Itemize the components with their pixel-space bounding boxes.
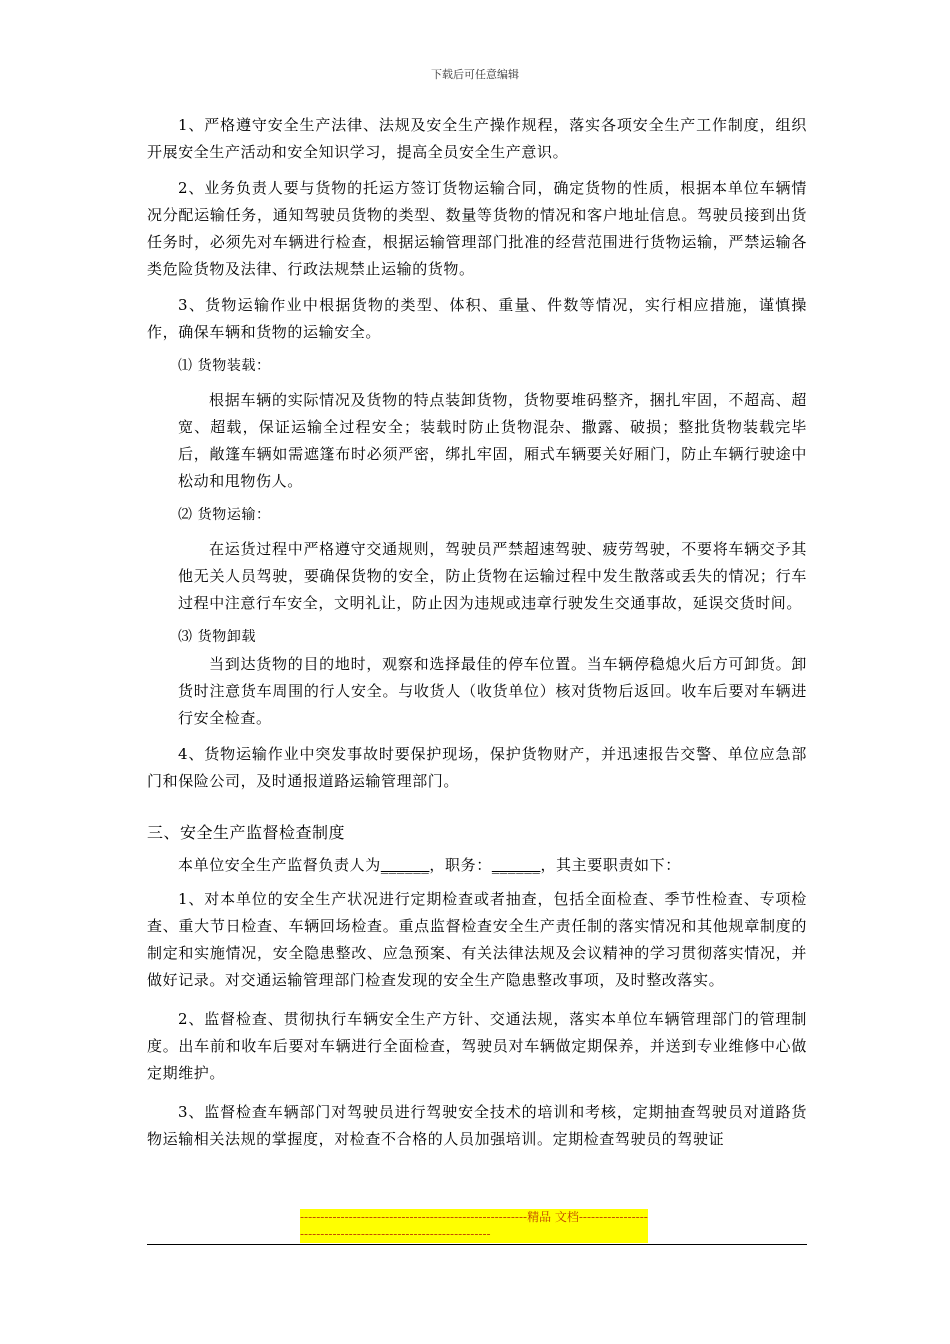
section-3-paragraph-1: 1、对本单位的安全生产状况进行定期检查或者抽查，包括全面检查、季节性检查、专项检查、重大节日检查、车辆回场检查。重点监督检查安全生产责任制的落实情况和其他规章制度的制定和实施情况，安全隐患整改、应急预案、有关法律法规及会议精神的学习贯彻落实情况，并做好记录。对交通运输管理部门检查发现的安全生产隐患整改事项，及时整改落实。 <box>147 890 807 989</box>
paragraph-4: 4、货物运输作业中突发事故时要保护现场，保护货物财产，并迅速报告交警、单位应急部门和保险公司，及时通报道路运输管理部门。 <box>147 745 807 790</box>
page-header: 下载后可任意编辑 <box>431 68 519 81</box>
intro-text-b: ，职务： <box>429 856 492 874</box>
paragraph-1: 1、严格遵守安全生产法律、法规及安全生产操作规程，落实各项安全生产工作制度，组织开展安全生产活动和安全知识学习，提高全员安全生产意识。 <box>147 116 807 161</box>
responsible-person-blank: ______ <box>380 856 430 874</box>
item-transport-text: 在运货过程中严格遵守交通规则，驾驶员严禁超速驾驶、疲劳驾驶，不要将车辆交予其他无关人员驾驶，要确保货物的安全，防止货物在运输过程中发生散落或丢失的情况；行车过程中注意行车安全，文明礼让，防止因为违规或违章行驶发生交通事故，延误交货时间。 <box>178 540 807 612</box>
position-blank: ______ <box>491 856 541 874</box>
item-loading-heading: ⑴ 货物装载： <box>178 358 271 374</box>
intro-text-c: ，其主要职责如下： <box>540 856 681 874</box>
section-3-intro <box>147 852 807 879</box>
intro-text-a: 本单位安全生产监督负责人为 <box>178 856 381 874</box>
section-3-paragraph-3: 3、监督检查车辆部门对驾驶员进行驾驶安全技术的培训和考核，定期抽查驾驶员对道路货物运输相关法规的掌握度，对检查不合格的人员加强培训。定期检查驾驶员的驾驶证 <box>147 1103 807 1148</box>
item-unloading-heading: ⑶ 货物卸载 <box>178 629 257 645</box>
footer-divider <box>147 1244 807 1245</box>
footer-watermark: --------------------------------------------------------精品 文档---------------------------------------------------------------- <box>300 1210 648 1241</box>
paragraph-3: 3、货物运输作业中根据货物的类型、体积、重量、件数等情况，实行相应措施，谨慎操作，确保车辆和货物的运输安全。 <box>147 296 807 341</box>
paragraph-2: 2、业务负责人要与货物的托运方签订货物运输合同，确定货物的性质，根据本单位车辆情况分配运输任务，通知驾驶员货物的类型、数量等货物的情况和客户地址信息。驾驶员接到出货任务时，必须先对车辆进行检查，根据运输管理部门批准的经营范围进行货物运输，严禁运输各类危险货物及法律、行政法规禁止运输的货物。 <box>147 179 807 278</box>
section-3-title: 三、安全生产监督检查制度 <box>147 823 346 842</box>
section-3-paragraph-2: 2、监督检查、贯彻执行车辆安全生产方针、交通法规，落实本单位车辆管理部门的管理制度。出车前和收车后要对车辆进行全面检查，驾驶员对车辆做定期保养，并送到专业维修中心做定期维护。 <box>147 1010 807 1082</box>
item-loading-text: 根据车辆的实际情况及货物的特点装卸货物，货物要堆码整齐，捆扎牢固，不超高、超宽、超载，保证运输全过程安全；装载时防止货物混杂、撒露、破损；整批货物装载完毕后，敞篷车辆如需遮篷布时必须严密，绑扎牢固，厢式车辆要关好厢门，防止车辆行驶途中松动和甩物伤人。 <box>178 391 807 490</box>
item-transport-heading: ⑵ 货物运输： <box>178 507 271 523</box>
item-unloading-text: 当到达货物的目的地时，观察和选择最佳的停车位置。当车辆停稳熄火后方可卸货。卸货时注意货车周围的行人安全。与收货人（收货单位）核对货物后返回。收车后要对车辆进行安全检查。 <box>178 655 807 727</box>
document-body <box>147 112 807 1153</box>
